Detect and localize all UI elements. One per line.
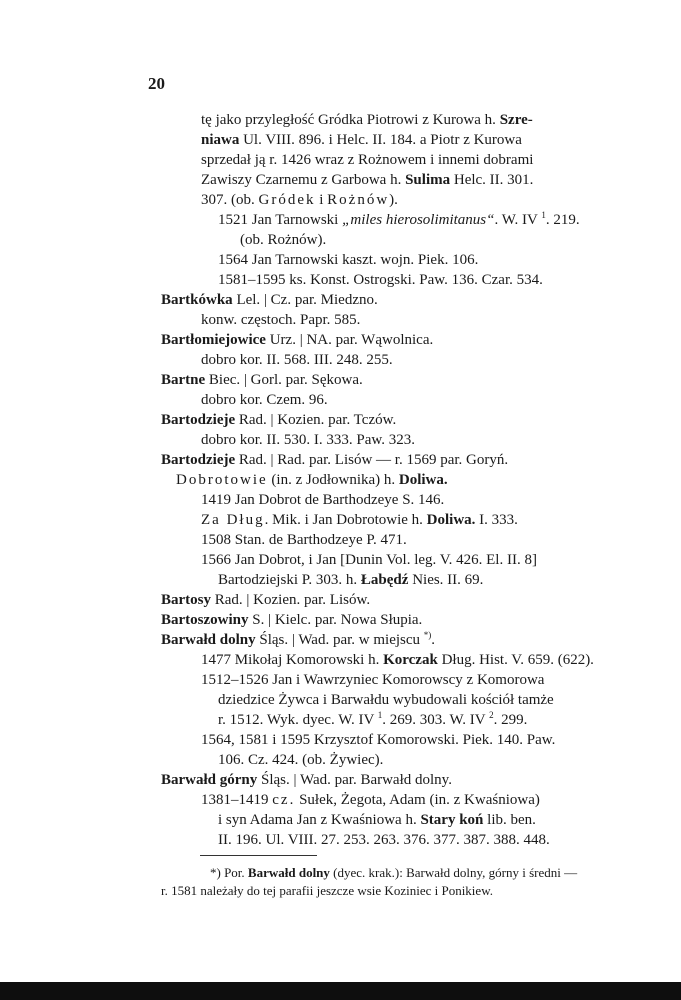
text: (in. z Jodłownika) h.: [267, 472, 399, 488]
text-line: [201, 551, 537, 569]
text-line: [218, 251, 478, 269]
text: .: [431, 632, 436, 648]
coat-of-arms: Stary koń: [420, 812, 484, 828]
text-line: [240, 231, 326, 249]
text: Nies. II. 69.: [408, 572, 484, 588]
text: sprzedał ją r. 1426 wraz z Rożnowem i innemi dobrami: [201, 152, 534, 168]
coat-of-arms: Sulima: [405, 172, 451, 188]
text-line: [218, 691, 554, 709]
spaced-text: Dobrotowie: [176, 472, 268, 488]
text: 1477 Mikołaj Komorowski h.: [201, 652, 384, 668]
footnote-line: [210, 864, 577, 882]
text: 106. Cz. 424. (ob. Żywiec).: [218, 752, 384, 768]
spaced-text: cz.: [272, 792, 296, 808]
text: 1521 Jan Tarnowski: [218, 212, 343, 228]
text: r. 1512. Wyk. dyec. W. IV: [218, 712, 378, 728]
place-name: Szre-: [499, 112, 533, 128]
text: II. 196. Ul. VIII. 27. 253. 263. 376. 377. 387. 388. 448.: [218, 832, 550, 848]
text: Lel. | Cz. par. Miedzno.: [232, 292, 378, 308]
text: Dług. Hist. V. 659. (622).: [437, 652, 594, 668]
text-line: [218, 831, 550, 849]
page-number: 20: [148, 74, 165, 93]
text: Rad. | Kozien. par. Tczów.: [235, 412, 397, 428]
text-line: [218, 811, 536, 829]
text: Rad. | Rad. par. Lisów — r. 1569 par. Goryń.: [235, 452, 509, 468]
entry-heading: Bartne: [161, 372, 206, 388]
text: 1564, 1581 i 1595 Krzysztof Komorowski. Piek. 140. Paw.: [201, 732, 556, 748]
footnote-marker: *): [423, 630, 432, 640]
text: Urz. | NA. par. Wąwolnica.: [265, 332, 434, 348]
text: dobro kor. II. 530. I. 333. Paw. 323.: [201, 432, 416, 448]
text: 307. (ob.: [201, 192, 259, 208]
text: 1381–1419: [201, 792, 273, 808]
text-line: [201, 311, 360, 329]
entry-heading: Bartodzieje: [161, 452, 236, 468]
text-line: [201, 731, 555, 749]
text-line: [201, 191, 398, 209]
superscript: 2: [489, 710, 494, 720]
spaced-text: Gródek: [258, 192, 316, 208]
text: dobro kor. Czem. 96.: [201, 392, 328, 408]
text: r. 1581 należały do tej parafii jeszcze wsie Koziniec i Ponikiew.: [161, 883, 493, 898]
text: . Mik. i Jan Dobrotowie h.: [264, 512, 427, 528]
entry-line: [161, 611, 422, 629]
text-line: [201, 791, 540, 809]
text: . W. IV: [494, 212, 542, 228]
entry-line: [161, 371, 363, 389]
text-line: [201, 131, 522, 149]
superscript: 1: [377, 710, 383, 720]
text: ).: [389, 192, 398, 208]
text: Zawiszy Czarnemu z Garbowa h.: [201, 172, 406, 188]
text-line: [201, 111, 533, 129]
superscript: 1: [541, 210, 546, 220]
text: dziedzice Żywca i Barwałdu wybudowali kościół tamże: [218, 692, 554, 708]
text: Ul. VIII. 896. i Helc. II. 184. a Piotr z Kurowa: [239, 132, 522, 148]
entry-heading: Bartkówka: [161, 292, 233, 308]
entry-heading: Bartosy: [161, 592, 211, 608]
text-line: [201, 391, 328, 409]
text-line: [201, 511, 518, 529]
coat-of-arms: Korczak: [383, 652, 438, 668]
entry-line: [161, 411, 396, 429]
entry-heading: Bartłomiejowice: [161, 332, 266, 348]
text: 1581–1595 ks. Konst. Ostrogski. Paw. 136. Czar. 534.: [218, 272, 543, 288]
text-line: [218, 751, 383, 769]
text: Helc. II. 301.: [450, 172, 534, 188]
scan-bottom-edge: [0, 982, 681, 1000]
text-line: [176, 471, 448, 489]
text: 1508 Stan. de Barthodzeye P. 471.: [201, 532, 407, 548]
spaced-text: Za Dług: [201, 512, 265, 528]
text-line: [218, 271, 543, 289]
text-line: [201, 151, 533, 169]
text: 1419 Jan Dobrot de Barthodzeye S. 146.: [201, 492, 445, 508]
entry-line: [161, 591, 370, 609]
entry-line: [161, 451, 508, 469]
entry-line: [161, 331, 433, 349]
text-line: [201, 491, 444, 509]
text: . 299.: [493, 712, 528, 728]
text: S. | Kielc. par. Nowa Słupia.: [248, 612, 423, 628]
text-line: [218, 211, 580, 229]
text-line: [201, 651, 594, 669]
text: 1564 Jan Tarnowski kaszt. wojn. Piek. 106.: [218, 252, 479, 268]
text: Biec. | Gorl. par. Sękowa.: [205, 372, 363, 388]
text: (dyec. krak.): Barwałd dolny, górny i średni —: [329, 865, 578, 880]
text-line: [218, 571, 483, 589]
coat-of-arms: Łabędź: [360, 572, 409, 588]
text: 1566 Jan Dobrot, i Jan [Dunin Vol. leg. V. 426. El. II. 8]: [201, 552, 537, 568]
text: Śląs. | Wad. par. w miejscu: [255, 632, 424, 648]
text: Sułek, Żegota, Adam (in. z Kwaśniowa): [295, 792, 540, 808]
text: i: [315, 192, 328, 208]
entry-heading: Barwałd dolny: [161, 632, 256, 648]
text: Bartodziejski P. 303. h.: [218, 572, 361, 588]
text: tę jako przyległość Gródka Piotrowi z Kurowa h.: [201, 112, 500, 128]
text: lib. ben.: [483, 812, 536, 828]
text: (ob. Rożnów).: [240, 232, 327, 248]
text: Rad. | Kozien. par. Lisów.: [211, 592, 371, 608]
place-name: Barwałd dolny: [247, 865, 330, 880]
text-line: [201, 351, 393, 369]
text: 1512–1526 Jan i Wawrzyniec Komorowscy z Komorowa: [201, 672, 545, 688]
place-name: niawa: [201, 132, 240, 148]
entry-line: [161, 631, 435, 649]
text-line: [201, 531, 407, 549]
text: . 269. 303. W. IV: [382, 712, 490, 728]
text: Śląs. | Wad. par. Barwałd dolny.: [257, 772, 452, 788]
text: *) Por.: [210, 865, 248, 880]
text: . 219.: [545, 212, 580, 228]
text: I. 333.: [475, 512, 518, 528]
coat-of-arms: Doliwa.: [426, 512, 476, 528]
text-line: [218, 711, 527, 729]
text-line: [201, 171, 533, 189]
entry-heading: Bartoszowiny: [161, 612, 249, 628]
text-line: [201, 431, 415, 449]
entry-line: [161, 771, 452, 789]
text: dobro kor. II. 568. III. 248. 255.: [201, 352, 393, 368]
footnote-line: [161, 882, 493, 900]
spaced-text: Rożnów: [327, 192, 390, 208]
entry-line: [161, 291, 378, 309]
text: konw. częstoch. Papr. 585.: [201, 312, 361, 328]
text-line: [201, 671, 544, 689]
entry-heading: Bartodzieje: [161, 412, 236, 428]
italic-text: „miles hierosolimitanus“: [342, 212, 495, 228]
entry-heading: Barwałd górny: [161, 772, 258, 788]
text: i syn Adama Jan z Kwaśniowa h.: [218, 812, 421, 828]
footnote-divider: [200, 855, 317, 856]
coat-of-arms: Doliwa.: [398, 472, 448, 488]
